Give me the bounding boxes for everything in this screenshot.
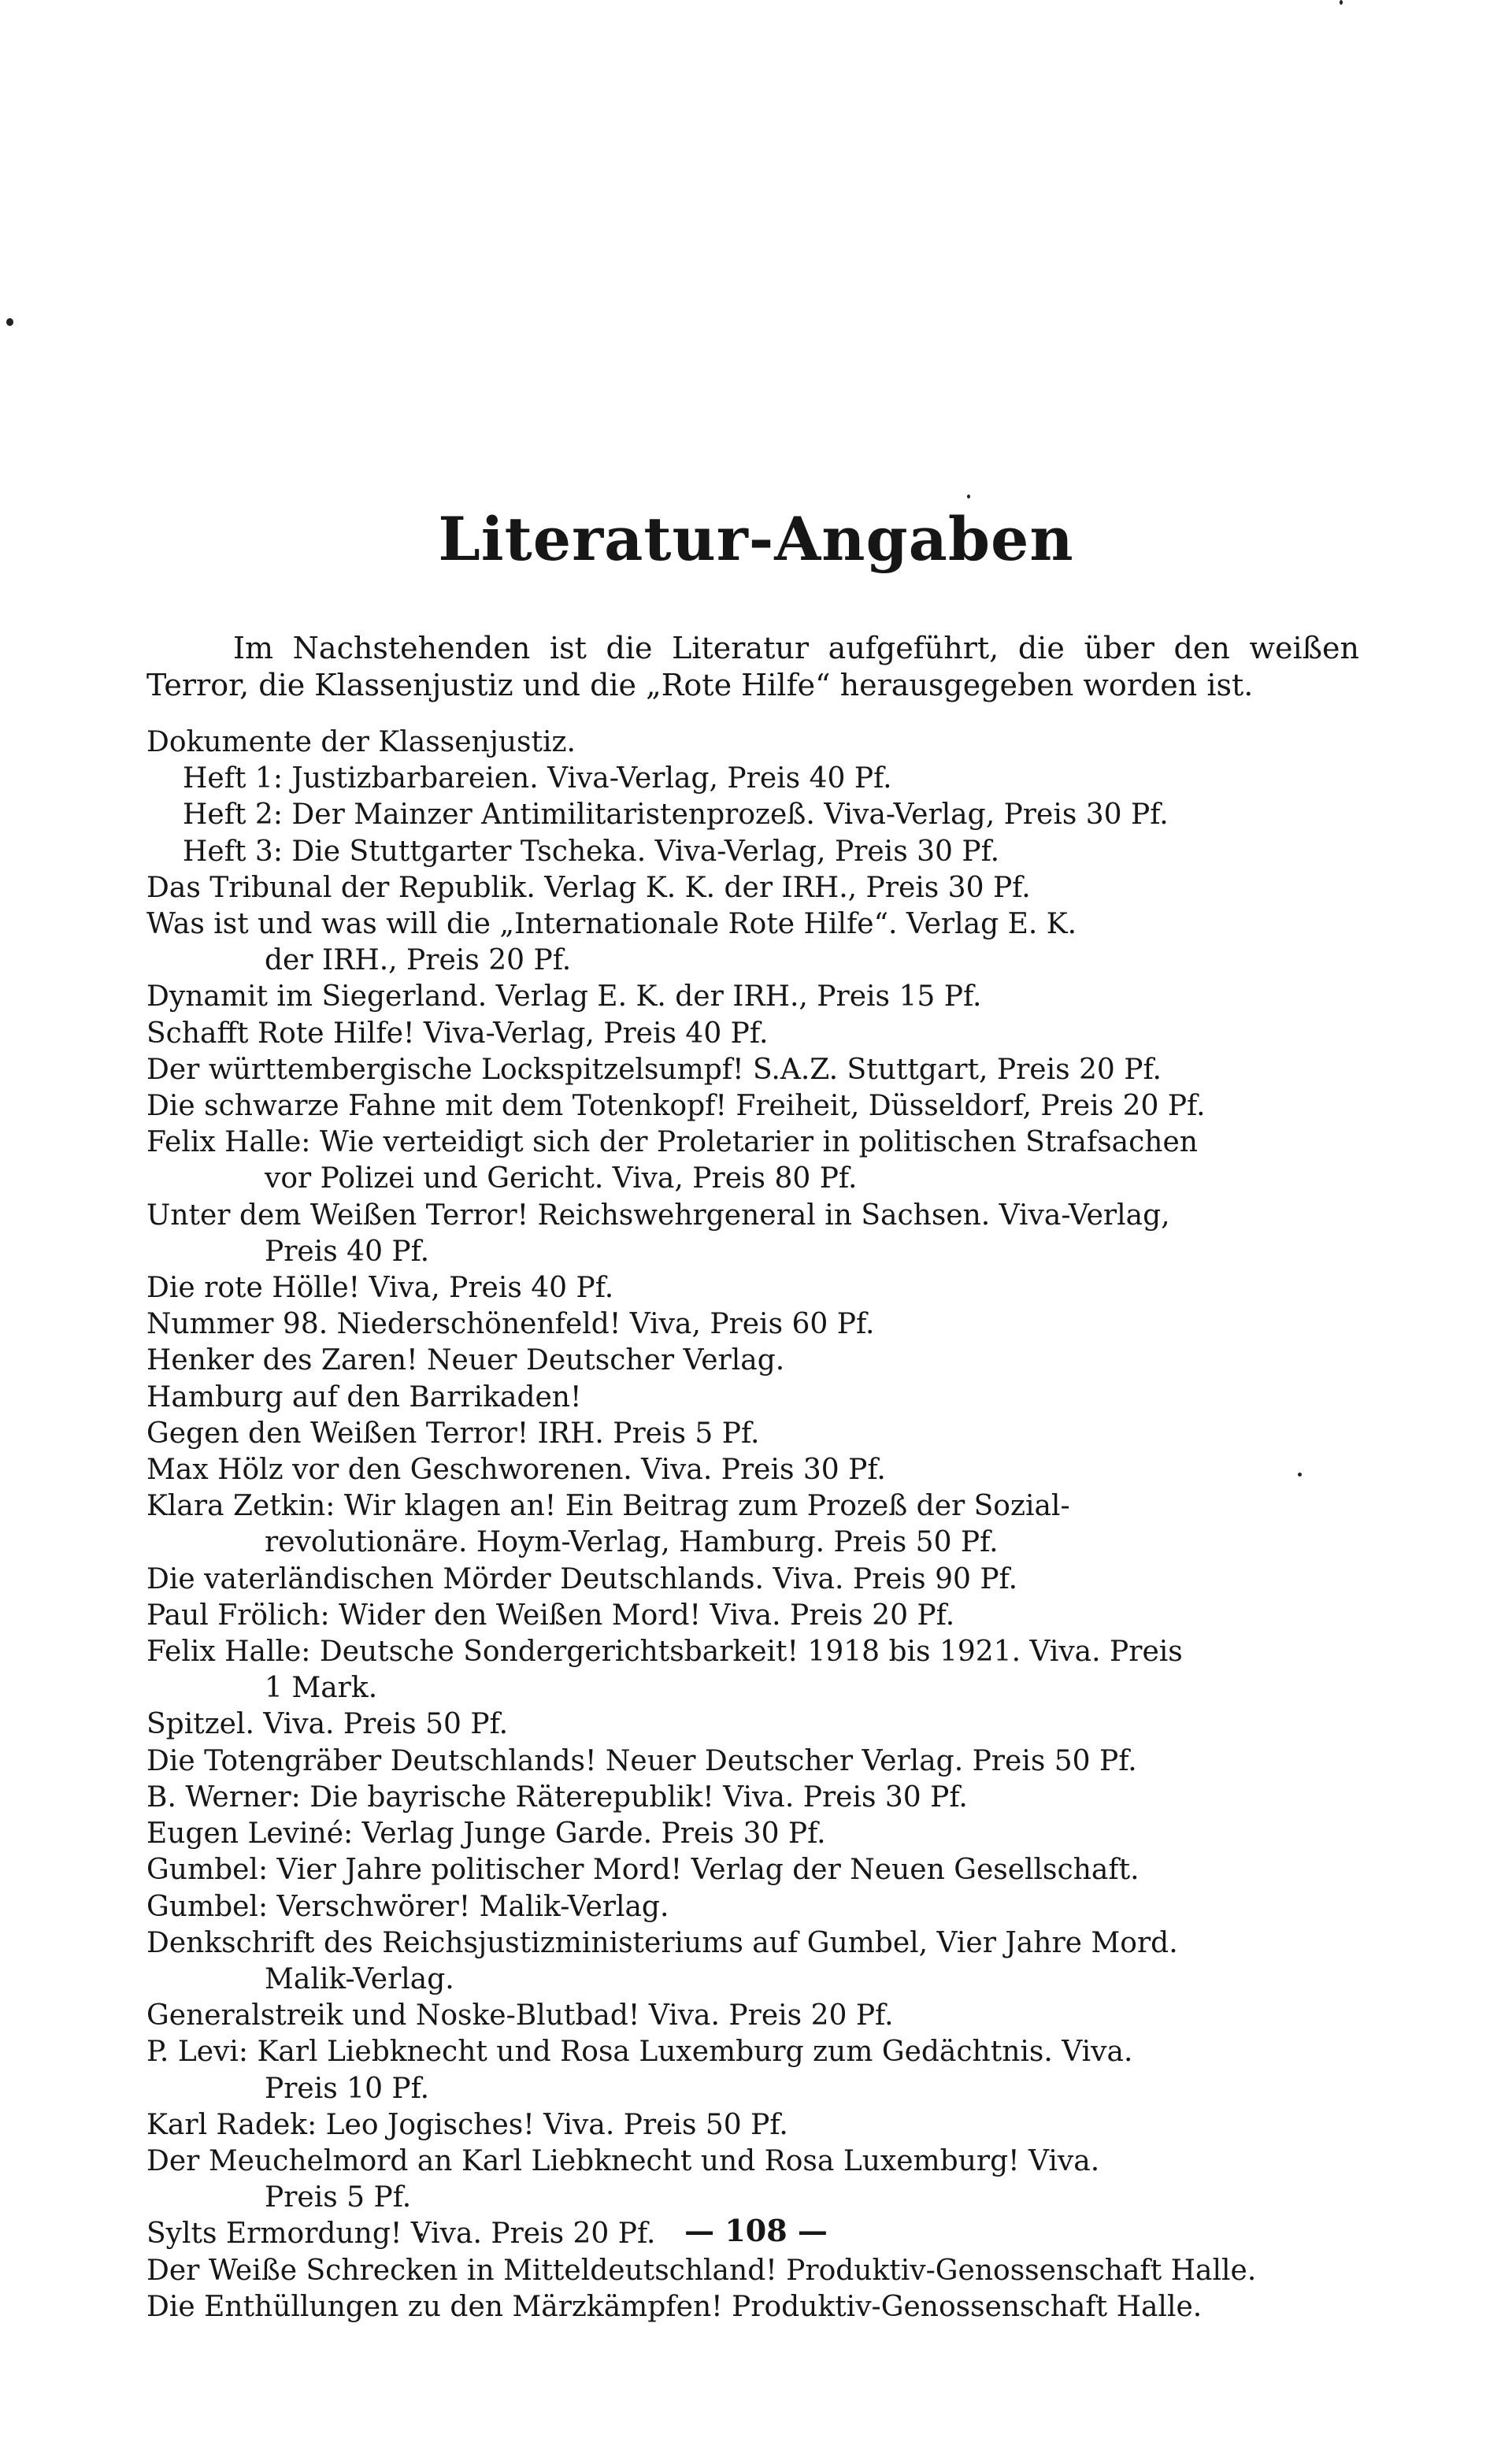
list-item: Generalstreik und Noske-Blutbad! Viva. Preis 20 Pf. bbox=[146, 1999, 894, 2032]
list-item: Dokumente der Klassenjustiz. bbox=[146, 726, 576, 758]
ink-speck bbox=[1340, 0, 1343, 5]
bibliography-list bbox=[146, 724, 1375, 2325]
list-item: Paul Frölich: Wider den Weißen Mord! Viva. Preis 20 Pf. bbox=[146, 1599, 955, 1632]
list-item-continuation: vor Polizei und Gericht. Viva, Preis 80 Pf. bbox=[265, 1162, 858, 1195]
list-item: Der Meuchelmord an Karl Liebknecht und Rosa Luxemburg! Viva. bbox=[146, 2144, 1100, 2177]
page-number: — 108 — bbox=[684, 2213, 828, 2248]
list-item-continuation: Preis 5 Pf. bbox=[265, 2181, 412, 2214]
list-item-continuation: Preis 40 Pf. bbox=[265, 1235, 430, 1268]
list-subitem: Heft 1: Justizbarbareien. Viva-Verlag, Preis 40 Pf. bbox=[183, 762, 892, 795]
list-item: Die rote Hölle! Viva, Preis 40 Pf. bbox=[146, 1272, 614, 1305]
page-title: Literatur-Angaben bbox=[438, 504, 1074, 574]
list-item: Denkschrift des Reichsjustizministeriums auf Gumbel, Vier Jahre Mord. bbox=[146, 1926, 1178, 1959]
list-subitem: Heft 2: Der Mainzer Antimilitaristenprozeß. Viva-Verlag, Preis 30 Pf. bbox=[183, 798, 1169, 832]
list-item: B. Werner: Die bayrische Räterepublik! Viva. Preis 30 Pf. bbox=[146, 1780, 968, 1814]
list-item: Die vaterländischen Mörder Deutschlands. Viva. Preis 90 Pf. bbox=[146, 1562, 1018, 1595]
list-item-continuation: der IRH., Preis 20 Pf. bbox=[265, 944, 572, 977]
list-item: Nummer 98. Niederschönenfeld! Viva, Preis 60 Pf. bbox=[146, 1308, 875, 1341]
list-item: Gumbel: Verschwörer! Malik-Verlag. bbox=[146, 1890, 669, 1923]
list-item: Karl Radek: Leo Jogisches! Viva. Preis 50 Pf. bbox=[146, 2108, 788, 2141]
list-item: Gumbel: Vier Jahre politischer Mord! Verlag der Neuen Gesellschaft. bbox=[146, 1854, 1140, 1887]
list-item: Felix Halle: Wie verteidigt sich der Proletarier in politischen Strafsachen bbox=[146, 1126, 1198, 1159]
list-item: Der württembergische Lockspitzelsumpf! S.A.Z. Stuttgart, Preis 20 Pf. bbox=[146, 1053, 1162, 1086]
list-item: Gegen den Weißen Terror! IRH. Preis 5 Pf. bbox=[146, 1417, 760, 1450]
list-item: Was ist und was will die „Internationale Rote Hilfe“. Verlag E. K. bbox=[146, 908, 1077, 941]
ink-speck bbox=[967, 495, 970, 498]
list-item: Schafft Rote Hilfe! Viva-Verlag, Preis 40 Pf. bbox=[146, 1017, 769, 1050]
list-item: P. Levi: Karl Liebknecht und Rosa Luxemburg zum Gedächtnis. Viva. bbox=[146, 2036, 1133, 2069]
list-item: Die schwarze Fahne mit dem Totenkopf! Freiheit, Düsseldorf, Preis 20 Pf. bbox=[146, 1090, 1206, 1123]
list-item: Spitzel. Viva. Preis 50 Pf. bbox=[146, 1708, 509, 1741]
list-item: Dynamit im Siegerland. Verlag E. K. der IRH., Preis 15 Pf. bbox=[146, 980, 982, 1013]
list-item: Das Tribunal der Republik. Verlag K. K. der IRH., Preis 30 Pf. bbox=[146, 871, 1031, 904]
list-item: Die Enthüllungen zu den Märzkämpfen! Produktiv-Genossenschaft Halle. bbox=[146, 2290, 1203, 2323]
list-item: Unter dem Weißen Terror! Reichswehrgeneral in Sachsen. Viva-Verlag, bbox=[146, 1199, 1170, 1232]
list-item: Henker des Zaren! Neuer Deutscher Verlag. bbox=[146, 1344, 785, 1377]
list-item: Eugen Leviné: Verlag Junge Garde. Preis 30 Pf. bbox=[146, 1817, 826, 1851]
list-item-continuation: 1 Mark. bbox=[265, 1672, 378, 1705]
list-item: Die Totengräber Deutschlands! Neuer Deutscher Verlag. Preis 50 Pf. bbox=[146, 1744, 1137, 1777]
list-item-continuation: Malik-Verlag. bbox=[265, 1962, 454, 1995]
list-item: Felix Halle: Deutsche Sondergerichtsbarkeit! 1918 bis 1921. Viva. Preis bbox=[146, 1636, 1183, 1669]
list-item: Max Hölz vor den Geschworenen. Viva. Preis 30 Pf. bbox=[146, 1454, 886, 1487]
list-item-continuation: revolutionäre. Hoym-Verlag, Hamburg. Preis 50 Pf. bbox=[265, 1526, 999, 1559]
list-item: Klara Zetkin: Wir klagen an! Ein Beitrag zum Prozeß der Sozial- bbox=[146, 1490, 1070, 1523]
ink-speck bbox=[6, 318, 13, 326]
list-item: Der Weiße Schrecken in Mitteldeutschland! Produktiv-Genossenschaft Halle. bbox=[146, 2254, 1257, 2287]
list-item: Hamburg auf den Barrikaden! bbox=[146, 1380, 582, 1414]
list-item: Sylts Ermordung! Viva. Preis 20 Pf. bbox=[146, 2218, 656, 2251]
list-subitem: Heft 3: Die Stuttgarter Tscheka. Viva-Verlag, Preis 30 Pf. bbox=[183, 835, 1000, 868]
intro-paragraph: Im Nachstehenden ist die Literatur aufgeführt, die über den weißen Terror, die Klassenjustiz und die „Rote Hilfe“ herausgegeben worden ist. bbox=[146, 631, 1359, 702]
list-item-continuation: Preis 10 Pf. bbox=[265, 2072, 430, 2105]
